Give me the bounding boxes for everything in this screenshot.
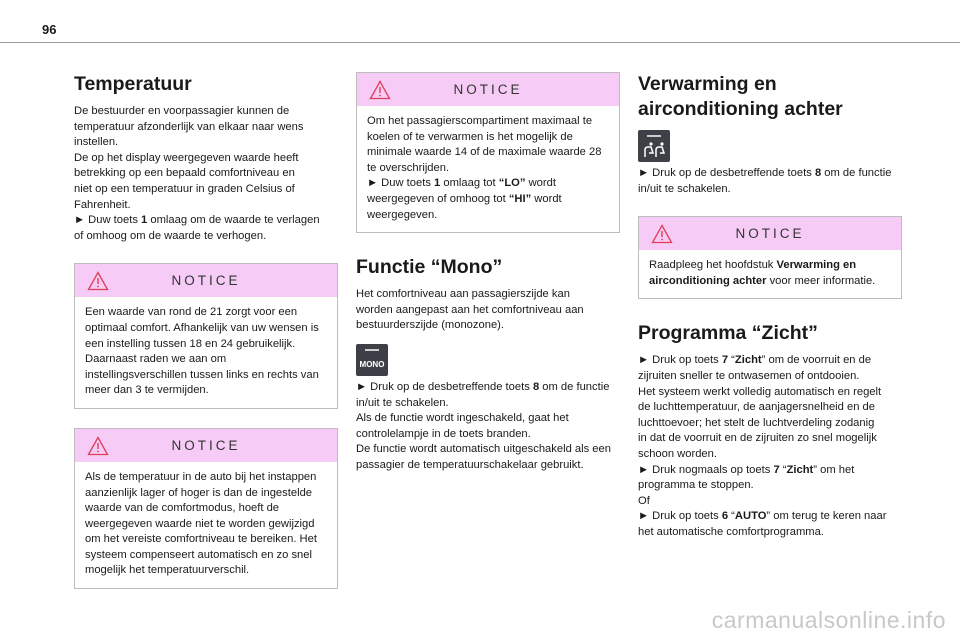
text-line: voor meer informatie.: [766, 274, 876, 287]
indicator-bar: [365, 349, 379, 351]
button-name: Zicht: [786, 463, 814, 476]
button-number: 8: [814, 167, 822, 179]
text-line: De functie wordt automatisch uitgeschakeld als een: [356, 443, 611, 456]
text-line: zijruiten sneller te ontwasemen of ontdooien.: [638, 369, 860, 382]
text-line: aanzienlijk lager of hoger is dan de ingestelde: [85, 486, 313, 499]
notice-header: [75, 264, 337, 297]
text-line: systeem compenseert automatisch en zo snel: [85, 548, 312, 561]
text-line: worden aangepast aan het comfortniveau aan: [356, 303, 584, 316]
notice-title: NOTICE: [453, 82, 523, 97]
zicht-text: [638, 353, 902, 540]
section-heading-temperatuur: Temperatuur: [74, 73, 192, 95]
text-line: in/uit te schakelen.: [638, 182, 731, 195]
step-text: ► Druk nogmaals op toets: [638, 463, 774, 476]
mono-steps: [356, 380, 620, 474]
step-text: om de functie: [821, 167, 892, 179]
chapter-reference: airconditioning achter: [649, 274, 767, 287]
text-line: een instelling tussen 18 en 24 gebruikelijk.: [85, 337, 296, 350]
text-line: Als de functie wordt ingeschakeld, gaat het: [356, 412, 569, 425]
text-line: Fahrenheit.: [74, 198, 131, 211]
text-line: of omhoog om de waarde te verhogen.: [74, 229, 267, 242]
step-text: wordt: [531, 192, 562, 205]
notice-title: NOTICE: [735, 226, 805, 242]
button-number: 1: [141, 214, 148, 227]
text-line: Raadpleeg het hoofdstuk: [649, 259, 777, 272]
button-number: 7: [721, 354, 729, 367]
watermark: carmanualsonline.info: [711, 607, 946, 633]
page-number: 96: [42, 22, 57, 37]
text-line: passagier de temperatuurschakelaar gebruikt.: [356, 458, 584, 471]
text-line: de luchttemperatuur, de aanjagersnelheid en de: [638, 401, 875, 414]
notice-body: [357, 106, 619, 232]
step-text: ► Duw toets: [74, 214, 142, 227]
text-line: in/uit te schakelen.: [356, 396, 449, 409]
text-line: De bestuurder en voorpassagier kunnen de: [74, 105, 290, 117]
column-temperatuur: [74, 72, 338, 589]
warning-triangle-icon: [87, 271, 109, 291]
rear-seat-fan-icon: [642, 141, 666, 159]
text-line: luchttoevoer; het stelt de luchtverdeling zodanig: [638, 416, 875, 429]
button-number: 1: [434, 177, 441, 190]
text-line: mogelijk het temperatuurverschil.: [85, 564, 250, 577]
temperatuur-text: [74, 104, 338, 244]
section-heading-mono: Functie “Mono”: [356, 256, 503, 279]
text-line: minimale waarde 14 of de maximale waarde 28: [367, 146, 602, 159]
text-line: Een waarde van rond de 21 zorgt voor een: [85, 306, 298, 319]
mono-intro: [356, 287, 620, 334]
text-line: weergegeven waarde niet te worden gewijzigd: [85, 517, 315, 530]
text-line: Het comfortniveau aan passagierszijde kan: [356, 288, 570, 301]
warning-triangle-icon: [651, 224, 673, 244]
section-heading-achter: [638, 72, 902, 122]
step-text: ” om de voorruit en de: [761, 354, 872, 367]
text-line: instellen.: [74, 136, 119, 149]
notice-header: [75, 429, 337, 462]
button-name: AUTO: [734, 510, 767, 523]
notice-box: [638, 216, 902, 299]
warning-triangle-icon: [87, 436, 109, 456]
achter-step: [638, 166, 902, 197]
text-line: meer dan 3 te vermijden.: [85, 384, 209, 397]
text-line: niet op een temperatuur in graden Celsius of: [74, 182, 295, 195]
text-line: Als de temperatuur in de auto bij het instappen: [85, 470, 317, 483]
text-line: het automatische comfortprogramma.: [638, 525, 824, 538]
text-line: optimaal comfort. Afhankelijk van uw wensen is: [85, 321, 319, 334]
text-line: in dat de voorruit en de zijruiten zo snel mogelijk: [638, 432, 877, 445]
chapter-reference: Verwarming en: [776, 259, 857, 272]
notice-body: [75, 462, 337, 588]
display-value: “HI”: [508, 192, 532, 205]
notice-box: [74, 263, 338, 409]
step-text: ► Druk op de desbetreffende toets: [356, 380, 533, 393]
text-line: weergegeven.: [367, 208, 438, 221]
section-heading-zicht: Programma “Zicht”: [638, 322, 818, 345]
button-number: 6: [721, 510, 729, 523]
text-line: De op het display weergegeven waarde heeft: [74, 151, 299, 164]
step-text: ► Druk op de desbetreffende toets: [638, 167, 815, 179]
text-line: om het vereiste comfortniveau te bereiken. Het: [85, 533, 317, 546]
text-line: schoon worden.: [638, 447, 717, 460]
heading-line: Verwarming en: [638, 73, 777, 95]
text-line: Daarnaast raden we aan om: [85, 353, 227, 366]
step-text: wordt: [525, 177, 556, 190]
column-mono: [356, 72, 620, 474]
heading-line: airconditioning achter: [638, 98, 843, 120]
text-line: temperatuur afzonderlijk van elkaar naar wens: [74, 120, 304, 133]
step-text: ► Duw toets: [367, 177, 435, 190]
notice-header: [639, 217, 901, 250]
warning-triangle-icon: [369, 80, 391, 100]
mono-button-icon: [356, 344, 388, 376]
step-text: ► Druk op toets: [638, 354, 722, 367]
notice-body: [639, 250, 901, 298]
button-name: Zicht: [734, 354, 762, 367]
step-text: ” om terug te keren naar: [766, 510, 887, 523]
text-line: Om het passagierscompartiment maximaal te: [367, 115, 593, 127]
button-number: 8: [532, 380, 540, 393]
button-number: 7: [773, 463, 780, 476]
notice-box: [356, 72, 620, 233]
step-text: “: [728, 510, 735, 523]
text-line: controlelampje in de toets branden.: [356, 427, 531, 440]
indicator-bar: [647, 135, 661, 137]
step-text: “: [779, 463, 787, 476]
step-text: “: [728, 354, 735, 367]
text-line: bestuurderszijde (monozone).: [356, 319, 504, 332]
display-value: “LO”: [498, 177, 526, 190]
step-text: omlaag om de waarde te verlagen: [147, 214, 320, 227]
mono-label: MONO: [359, 359, 385, 369]
rear-climate-button-icon: [638, 130, 670, 162]
step-text: omlaag tot: [440, 177, 499, 190]
notice-box: [74, 428, 338, 589]
step-text: om de functie: [539, 380, 610, 393]
column-achter: [638, 72, 902, 541]
step-text: ” om het: [813, 463, 855, 476]
notice-header: [357, 73, 619, 106]
text-line: betrekking op een bepaald comfortniveau en: [74, 167, 295, 180]
text-line: Of: [638, 494, 650, 507]
text-line: programma te stoppen.: [638, 479, 754, 492]
header-rule: [0, 42, 960, 43]
text-line: koelen of te verwarmen is het mogelijk de: [367, 130, 573, 143]
notice-title: NOTICE: [171, 273, 241, 289]
notice-title: NOTICE: [171, 437, 241, 453]
step-text: weergegeven of omhoog tot: [367, 192, 509, 205]
step-text: ► Druk op toets: [638, 510, 722, 523]
text-line: instellingsverschillen tussen links en rechts van: [85, 368, 319, 381]
notice-body: [75, 297, 337, 408]
text-line: te overschrijden.: [367, 161, 450, 174]
text-line: waarde van de comfortmodus, hoeft de: [85, 502, 280, 515]
text-line: Het systeem werkt volledig automatisch en regelt: [638, 385, 882, 398]
